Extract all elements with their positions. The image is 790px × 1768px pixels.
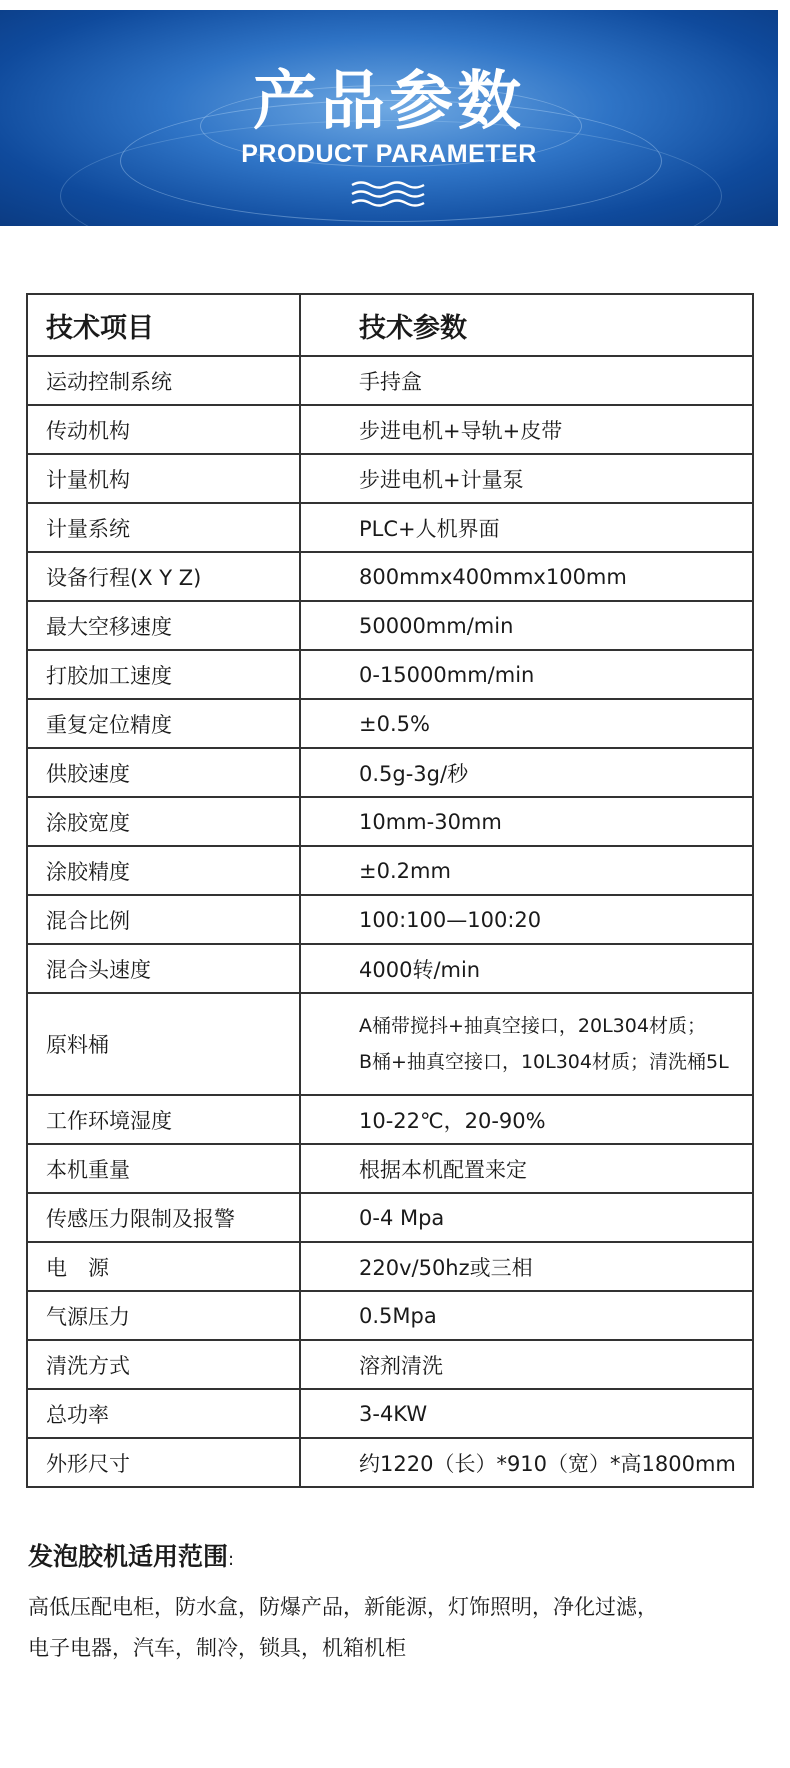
param-value: 0.5g-3g/秒 — [300, 748, 753, 797]
table-row — [27, 1144, 753, 1193]
application-line: 电子电器，汽车，制冷，锁具，机箱机柜 — [28, 1636, 406, 1660]
param-value: 根据本机配置来定 — [300, 1144, 753, 1193]
param-item: 混合头速度 — [27, 944, 300, 993]
param-item: 重复定位精度 — [27, 699, 300, 748]
param-item: 涂胶精度 — [27, 846, 300, 895]
table-row — [27, 1242, 753, 1291]
param-item: 运动控制系统 — [27, 356, 300, 405]
param-value: 10mm-30mm — [300, 797, 753, 846]
table-row — [27, 601, 753, 650]
banner-title: 产品参数 — [253, 65, 525, 139]
application-title-colon: : — [228, 1549, 235, 1570]
param-item: 外形尺寸 — [27, 1438, 300, 1487]
param-item: 设备行程(X Y Z) — [27, 552, 300, 601]
param-item: 传感压力限制及报警 — [27, 1193, 300, 1242]
param-item: 计量机构 — [27, 454, 300, 503]
param-item: 原料桶 — [27, 993, 300, 1095]
table-row — [27, 846, 753, 895]
application-title-text: 发泡胶机适用范围 — [28, 1542, 229, 1571]
param-value: 0.5Mpa — [300, 1291, 753, 1340]
param-item: 混合比例 — [27, 895, 300, 944]
table-row — [27, 1340, 753, 1389]
table-row — [27, 405, 753, 454]
application-text — [28, 1587, 768, 1669]
table-row — [27, 1438, 753, 1487]
param-item: 打胶加工速度 — [27, 650, 300, 699]
param-value-line: B桶+抽真空接口，10L304材质；清洗桶5L — [359, 1051, 729, 1073]
param-item: 最大空移速度 — [27, 601, 300, 650]
param-value — [300, 993, 753, 1095]
application-line: 高低压配电柜，防水盒，防爆产品，新能源，灯饰照明，净化过滤， — [28, 1595, 658, 1619]
param-value: 3-4KW — [300, 1389, 753, 1438]
table-row — [27, 552, 753, 601]
wave-lines-icon — [350, 180, 426, 208]
header-value: 技术参数 — [300, 294, 753, 356]
table-row — [27, 993, 753, 1095]
param-value: 手持盒 — [300, 356, 753, 405]
table-row — [27, 650, 753, 699]
table-header-row — [27, 294, 753, 356]
table-row — [27, 699, 753, 748]
param-value: 0-4 Mpa — [300, 1193, 753, 1242]
table-row — [27, 1193, 753, 1242]
table-row — [27, 895, 753, 944]
table-row — [27, 748, 753, 797]
param-item: 供胶速度 — [27, 748, 300, 797]
param-value: 0-15000mm/min — [300, 650, 753, 699]
param-value: 100:100—100:20 — [300, 895, 753, 944]
param-item: 传动机构 — [27, 405, 300, 454]
table-row — [27, 503, 753, 552]
param-item: 工作环境湿度 — [27, 1095, 300, 1144]
param-value: PLC+人机界面 — [300, 503, 753, 552]
header-banner — [0, 10, 778, 226]
param-value: 约1220（长）*910（宽）*高1800mm — [300, 1438, 753, 1487]
param-value: 步进电机+导轨+皮带 — [300, 405, 753, 454]
param-value: ±0.5% — [300, 699, 753, 748]
param-item: 气源压力 — [27, 1291, 300, 1340]
param-item: 计量系统 — [27, 503, 300, 552]
param-value: 4000转/min — [300, 944, 753, 993]
param-item: 本机重量 — [27, 1144, 300, 1193]
table-row — [27, 454, 753, 503]
table-row — [27, 944, 753, 993]
param-value: 800mmx400mmx100mm — [300, 552, 753, 601]
param-value: 溶剂清洗 — [300, 1340, 753, 1389]
table-row — [27, 356, 753, 405]
param-value: 步进电机+计量泵 — [300, 454, 753, 503]
table-row — [27, 1389, 753, 1438]
param-value: 10-22℃，20-90% — [300, 1095, 753, 1144]
param-item: 涂胶宽度 — [27, 797, 300, 846]
parameter-table — [26, 293, 754, 1488]
application-title — [28, 1537, 234, 1573]
param-item: 清洗方式 — [27, 1340, 300, 1389]
param-value: 50000mm/min — [300, 601, 753, 650]
table-row — [27, 797, 753, 846]
banner-subtitle: PRODUCT PARAMETER — [241, 140, 537, 168]
param-item: 电 源 — [27, 1242, 300, 1291]
param-value: ±0.2mm — [300, 846, 753, 895]
table-row — [27, 1291, 753, 1340]
param-item: 总功率 — [27, 1389, 300, 1438]
header-item: 技术项目 — [27, 294, 300, 356]
param-value: 220v/50hz或三相 — [300, 1242, 753, 1291]
param-value-line: A桶带搅抖+抽真空接口，20L304材质； — [359, 1015, 706, 1037]
table-row — [27, 1095, 753, 1144]
